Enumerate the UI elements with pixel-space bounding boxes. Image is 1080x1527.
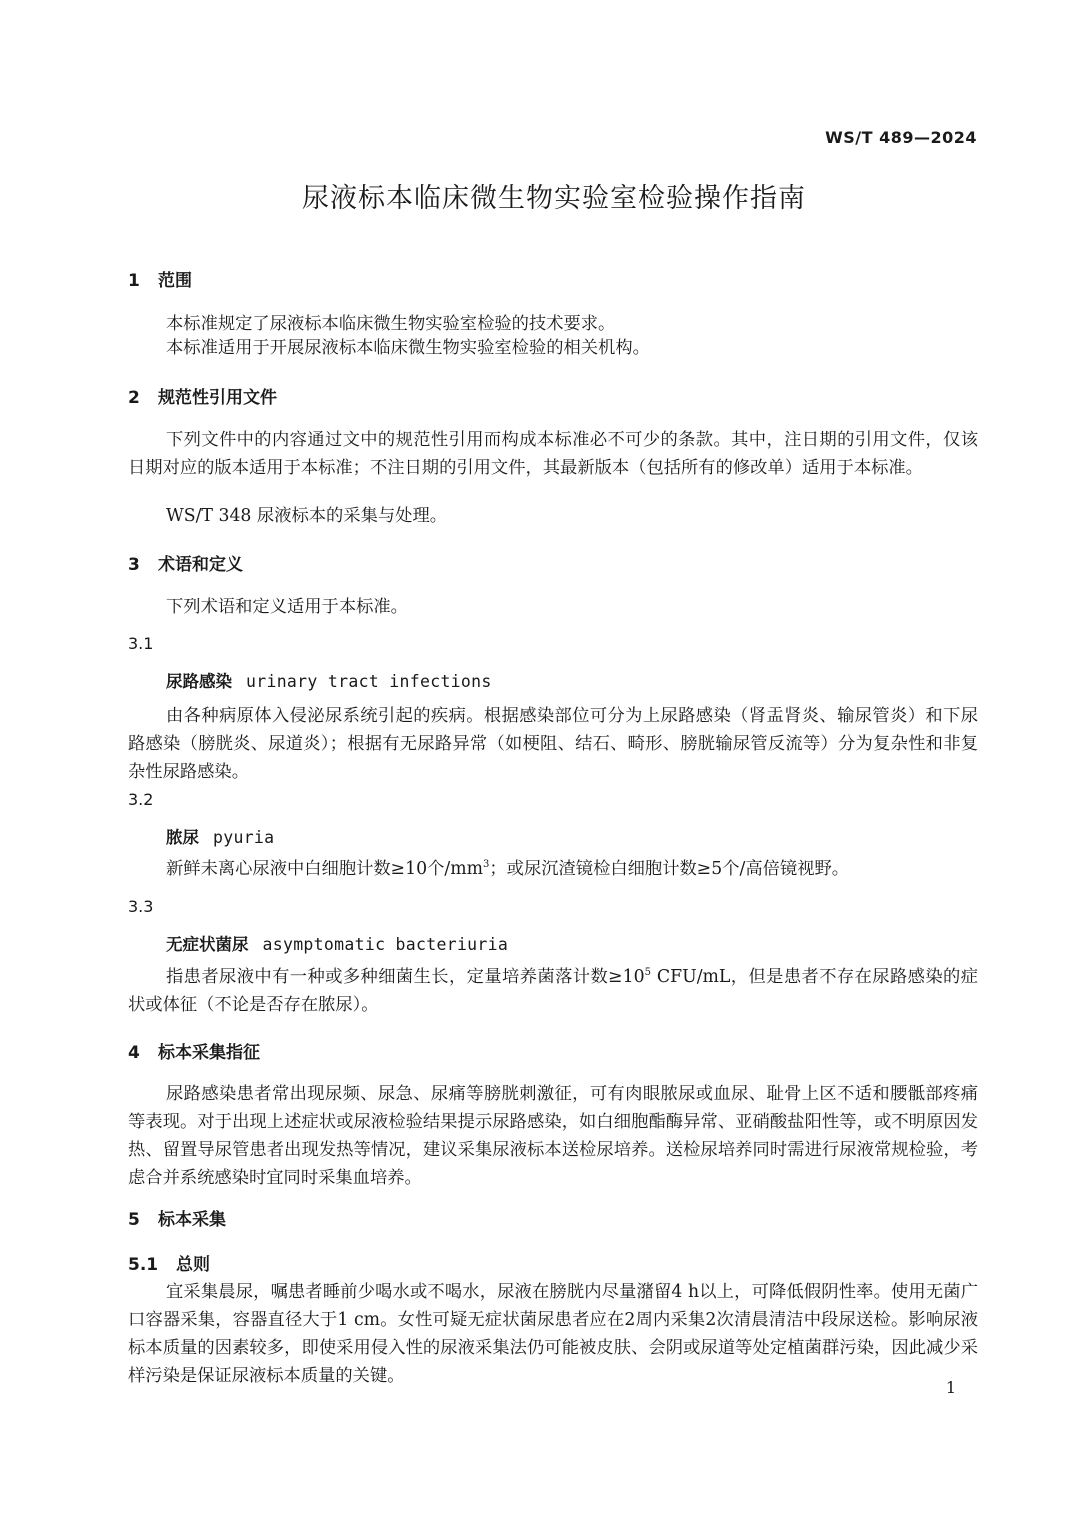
- section-4-paragraph-1: 尿路感染患者常出现尿频、尿急、尿痛等膀胱刺激征，可有肉眼脓尿或血尿、耻骨上区不适和腰骶部疼痛等表现。对于出现上述症状或尿液检验结果提示尿路感染，如白细胞酯酶异常、亚硝酸盐阳性等，或不明原因发热、留置导尿管患者出现发热等情况，建议采集尿液标本送检尿培养。送检尿培养同时需进行尿液常规检验，考虑合并系统感染时宜同时采集血培养。: [128, 1084, 978, 1188]
- term-chinese: 无症状菌尿: [166, 935, 249, 954]
- section-title: 标本采集指征: [158, 1043, 260, 1063]
- section-title: 术语和定义: [158, 555, 243, 575]
- section-1-heading: [128, 266, 192, 291]
- section-number: 1: [128, 271, 140, 291]
- standard-code: WS/T 489—2024: [825, 128, 977, 147]
- section-1-paragraph-2: 本标准适用于开展尿液标本临床微生物实验室检验的相关机构。: [166, 338, 650, 358]
- section-3-heading: [128, 550, 243, 575]
- term-number: 3.2: [128, 790, 154, 809]
- subsection-5-1-paragraph-1: 宜采集晨尿，嘱患者睡前少喝水或不喝水，尿液在膀胱内尽量潴留4 h以上，可降低假阴性率。使用无菌广口容器采集，容器直径大于1 cm。女性可疑无症状菌尿患者应在2周内采集2次清晨清洁中段尿送检。影响尿液标本质量的因素较多，即使采用侵入性的尿液采集法仍可能被皮肤、会阴或尿道等处定植菌群污染，因此减少采样污染是保证尿液标本质量的关键。: [128, 1282, 978, 1386]
- term-chinese: 尿路感染: [166, 672, 232, 691]
- page-number: 1: [945, 1378, 956, 1397]
- term-chinese: 脓尿: [166, 828, 199, 847]
- term-entry: [166, 668, 492, 692]
- term-definition: [128, 963, 978, 1019]
- section-title: 标本采集: [158, 1210, 226, 1230]
- definition-text: ；或尿沉渣镜检白细胞计数≥5个/高倍镜视野。: [489, 859, 850, 879]
- section-number: 3: [128, 555, 140, 575]
- term-english: pyuria: [213, 828, 275, 847]
- document-title: 尿液标本临床微生物实验室检验操作指南: [302, 183, 806, 214]
- term-english: asymptomatic bacteriuria: [262, 935, 509, 954]
- subsection-5-1-heading: [128, 1250, 210, 1275]
- superscript: 5: [644, 967, 652, 979]
- section-1-paragraph-1: 本标准规定了尿液标本临床微生物实验室检验的技术要求。: [166, 314, 616, 334]
- definition-text: 新鲜未离心尿液中白细胞计数≥10个/mm: [166, 859, 484, 879]
- section-2-heading: [128, 383, 277, 408]
- term-definition: [128, 855, 978, 883]
- section-title: 范围: [158, 271, 192, 291]
- definition-text: 指患者尿液中有一种或多种细菌生长，定量培养菌落计数≥10: [166, 967, 645, 987]
- subsection-title: 总则: [176, 1255, 210, 1275]
- term-english: urinary tract infections: [246, 672, 492, 691]
- section-number: 4: [128, 1043, 140, 1063]
- section-2-paragraph-2: WS/T 348 尿液标本的采集与处理。: [166, 506, 448, 526]
- section-number: 2: [128, 388, 140, 408]
- section-number: 5: [128, 1210, 140, 1230]
- section-title: 规范性引用文件: [158, 388, 277, 408]
- term-entry: [166, 931, 508, 955]
- superscript: 3: [483, 859, 490, 871]
- definition-text: CFU/mL，但是患者不存在尿路感染的症状或体征（不论是否存在脓尿）。: [128, 967, 978, 1015]
- section-2-paragraph-1: 下列文件中的内容通过文中的规范性引用而构成本标准必不可少的条款。其中，注日期的引用文件，仅该日期对应的版本适用于本标准；不注日期的引用文件，其最新版本（包括所有的修改单）适用于本标准。: [128, 430, 978, 478]
- section-5-heading: [128, 1205, 226, 1230]
- term-definition: 由各种病原体入侵泌尿系统引起的疾病。根据感染部位可分为上尿路感染（肾盂肾炎、输尿管炎）和下尿路感染（膀胱炎、尿道炎）；根据有无尿路异常（如梗阻、结石、畸形、膀胱输尿管反流等）分为复杂性和非复杂性尿路感染。: [128, 706, 978, 782]
- section-3-paragraph-1: 下列术语和定义适用于本标准。: [166, 597, 408, 617]
- term-number: 3.1: [128, 634, 154, 653]
- section-4-heading: [128, 1038, 260, 1063]
- subsection-number: 5.1: [128, 1255, 159, 1275]
- term-number: 3.3: [128, 897, 154, 916]
- term-entry: [166, 824, 274, 848]
